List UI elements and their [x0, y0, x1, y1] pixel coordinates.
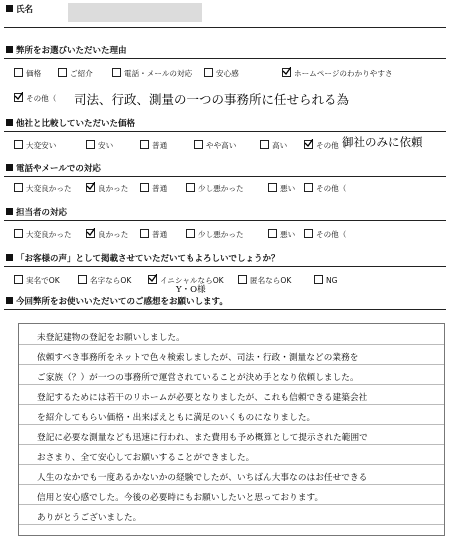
- checkbox[interactable]: [14, 183, 23, 192]
- handwritten-price: 御社のみに依頼: [342, 135, 423, 149]
- checkbox-checked[interactable]: [282, 68, 291, 77]
- reason-heading: 弊所をお選びいただいた理由: [6, 45, 127, 57]
- check-mark-icon: [282, 67, 291, 76]
- comment-line: 人生のなかでも一度あるかないかの経験でしたが、いちばん大事なのはお任せできる: [37, 473, 368, 483]
- square-bullet-icon: [6, 254, 13, 261]
- staff-heading: 担当者の対応: [6, 207, 67, 219]
- checkbox-checked[interactable]: [86, 183, 95, 192]
- divider: [4, 220, 446, 221]
- handwritten-reason: 司法、行政、測量の一つの事務所に任せられる為: [74, 92, 350, 107]
- staff-options: 大変良かった 良かった 普通 少し悪かった 悪い その他（: [14, 229, 444, 241]
- ruled-line: [19, 444, 444, 445]
- ruled-line: [19, 364, 444, 365]
- ruled-line: [19, 484, 444, 485]
- check-mark-icon: [148, 274, 157, 283]
- ruled-line: [19, 404, 444, 405]
- check-mark-icon: [86, 228, 95, 237]
- voice-heading: 「お客様の声」として掲載させていただいてもよろしいでしょうか？: [6, 253, 280, 265]
- comment-box: [18, 323, 445, 536]
- phone-options: 大変良かった 良かった 普通 少し悪かった 悪い その他（: [14, 183, 444, 195]
- checkbox[interactable]: [86, 140, 95, 149]
- checkbox[interactable]: [140, 183, 149, 192]
- checkbox-checked[interactable]: [304, 140, 313, 149]
- comment-line: 信用と安心感でした。今後の必要時にもお願いしたいと思っております。: [37, 493, 324, 503]
- name-heading: 氏名: [6, 4, 33, 16]
- checkbox[interactable]: [260, 140, 269, 149]
- checkbox[interactable]: [238, 275, 247, 284]
- comment-heading: 今回弊所をお使いいただいてのご感想をお願いします。: [6, 296, 228, 308]
- checkbox[interactable]: [186, 229, 195, 238]
- comment-line: ありがとうございました。: [37, 513, 142, 523]
- checkbox[interactable]: [140, 229, 149, 238]
- checkbox[interactable]: [14, 229, 23, 238]
- divider: [4, 131, 446, 132]
- checkbox[interactable]: [14, 275, 23, 284]
- checkbox[interactable]: [268, 229, 277, 238]
- checkbox[interactable]: [204, 68, 213, 77]
- divider: [4, 27, 446, 28]
- comment-line: 登記するためには若干のリホームが必要となりましたが、これも信頼できる建築会社: [37, 393, 368, 403]
- checkbox[interactable]: [314, 275, 323, 284]
- checkbox-checked[interactable]: [86, 229, 95, 238]
- checkbox[interactable]: [268, 183, 277, 192]
- square-bullet-icon: [6, 5, 13, 12]
- checkbox-checked[interactable]: [14, 93, 23, 102]
- checkbox[interactable]: [304, 183, 313, 192]
- square-bullet-icon: [6, 208, 13, 215]
- divider: [4, 58, 446, 59]
- divider: [4, 309, 446, 310]
- checkbox[interactable]: [14, 68, 23, 77]
- check-mark-icon: [304, 139, 313, 148]
- ruled-line: [19, 384, 444, 385]
- checkbox[interactable]: [304, 229, 313, 238]
- ruled-line: [19, 504, 444, 505]
- price-heading: 他社と比較していただいた価格: [6, 118, 135, 130]
- square-bullet-icon: [6, 46, 13, 53]
- checkbox-checked[interactable]: [148, 275, 157, 284]
- comment-line: 未登記建物の登記をお願いしました。: [37, 333, 185, 343]
- check-mark-icon: [86, 182, 95, 191]
- divider: [4, 176, 446, 177]
- comment-line: を紹介してもらい価格・出来ばえともに満足のいくものになりました。: [37, 413, 316, 423]
- square-bullet-icon: [6, 164, 13, 171]
- comment-line: 登記に必要な測量なども迅速に行われ、また費用も予め概算として提示された範囲で: [37, 433, 368, 443]
- handwritten-initials: Y・O様: [176, 285, 206, 295]
- checkbox[interactable]: [78, 275, 87, 284]
- phone-heading: 電話やメールでの対応: [6, 163, 101, 175]
- checkbox[interactable]: [186, 183, 195, 192]
- checkbox[interactable]: [14, 140, 23, 149]
- ruled-line: [19, 524, 444, 525]
- comment-line: おさまり、全て安心してお願いすることができました。: [37, 453, 255, 463]
- comment-line: ご家族（？）が一つの事務所で運営されていることが決め手となり依頼しました。: [37, 373, 359, 383]
- square-bullet-icon: [6, 119, 13, 126]
- checkbox[interactable]: [58, 68, 67, 77]
- ruled-line: [19, 344, 444, 345]
- ruled-line: [19, 424, 444, 425]
- checkbox[interactable]: [194, 140, 203, 149]
- divider: [4, 266, 446, 267]
- checkbox[interactable]: [140, 140, 149, 149]
- reason-options: 価格 ご紹介 電話・メールの対応 安心感 ホームページのわかりやすさ: [14, 68, 444, 80]
- redacted-name: [68, 3, 202, 22]
- ruled-line: [19, 464, 444, 465]
- price-options: 大変安い 安い 普通 やや高い 高い その他（: [14, 140, 444, 152]
- checkbox[interactable]: [112, 68, 121, 77]
- check-mark-icon: [14, 92, 23, 101]
- comment-line: 依頼すべき事務所をネットで色々検索しましたが、司法・行政・測量などの業務を: [37, 353, 359, 363]
- voice-options: 実名でOK 名字ならOK イニシャルならOK 匿名ならOK NG: [14, 275, 444, 287]
- square-bullet-icon: [6, 297, 13, 304]
